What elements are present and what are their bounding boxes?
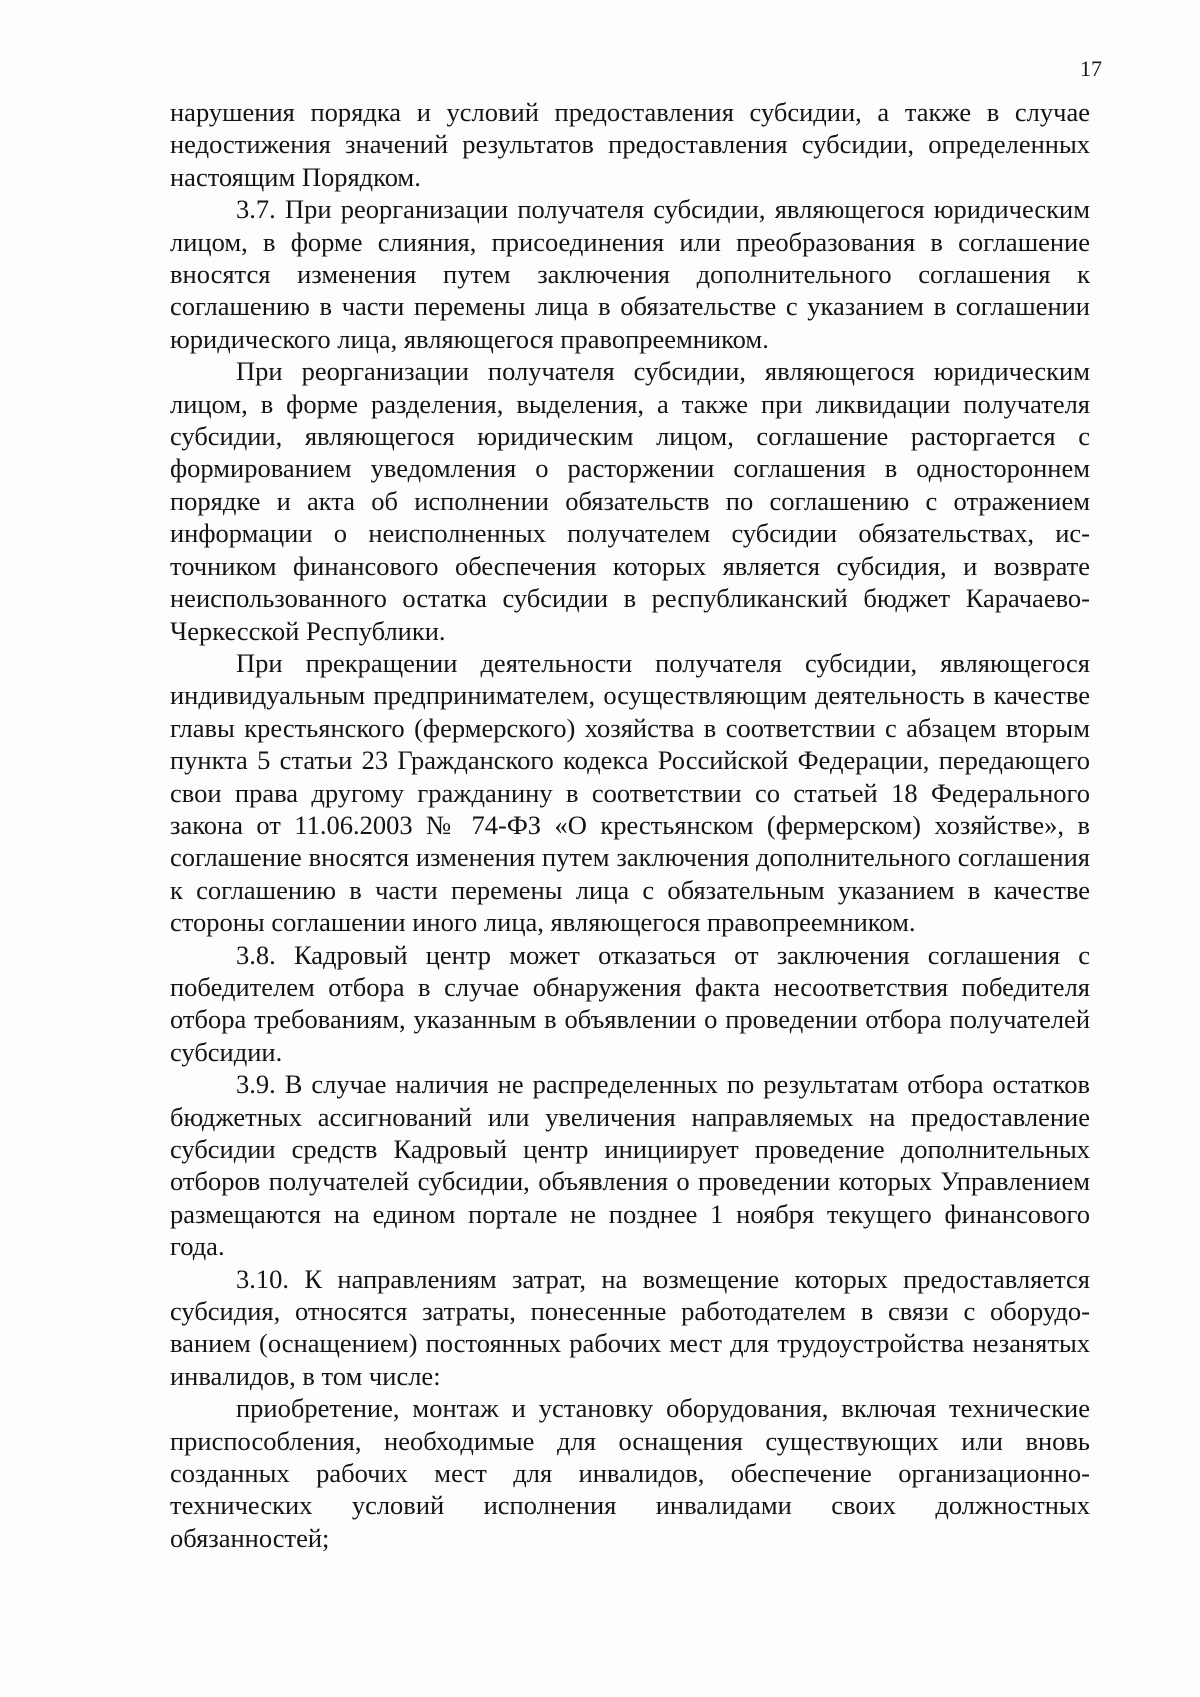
paragraph-3-10: 3.10. К направлениям затрат, на возмещение которых предоставляется субсидия, относятся затраты, понесенные работодателем в связи с оборудованием (оснащением) постоянных рабочих мест для трудоустройства незанятых инвалидов, в том числе:: [170, 1263, 1090, 1391]
paragraph-3-8: 3.8. Кадровый центр может отказаться от заключения соглашения с победителем отбора в случае обнаружения факта несоответствия победителя отбора требованиям, указанным в объявлении о проведении отбора получателей субсидии.: [170, 939, 1090, 1067]
paragraph-continuation: нарушения порядка и условий предоставления субсидии, а также в случае недостижения значений результатов предоставления субсидии, определенных настоящим Порядком.: [170, 97, 1090, 192]
paragraph-3-9: 3.9. В случае наличия не распределенных по результатам отбора остатков бюджетных ассигнований или увеличения направляемых на предоставление субсидии средств Кадровый центр инициирует проведение дополнительных отборов получателей субсидии, объявления о проведении которых Управлением размещаются на едином портале не позднее 1 ноября текущего финансового года.: [170, 1069, 1090, 1262]
paragraph-termination-activity: При прекращении деятельности получателя субсидии, являющегося индивидуальным предпринимателем, осуществляющим деятельность в качестве главы крестьянского (фермерского) хозяйства в соответствии с абзацем вторым пункта 5 статьи 23 Гражданского кодекса Российской Федерации, передающего свои права другому гражданину в соответствии со статьей 18 Федерального закона от 11.06.2003 № 74-ФЗ «О крестьянском (фермерском) хозяйстве», в соглашение вносятся изменения путем заключения дополнительного соглашения к соглашению в части перемены лица с обязательным указанием в качестве стороны соглашении иного лица, являющегося правопреемником.: [170, 647, 1090, 938]
paragraph-equipment-acquisition: приобретение, монтаж и установку оборудования, включая технические приспособления, необходимые для оснащения существующих или вновь созданных рабочих мест для инвалидов, обеспечение организационно-технических условий исполнения инвалидами своих должностных обязанностей;: [170, 1393, 1090, 1553]
document-body: [170, 96, 1090, 1554]
paragraph-3-7: 3.7. При реорганизации получателя субсидии, являющегося юридическим лицом, в форме слияния, присоединения или преобразования в соглашение вносятся изменения путем заключения дополнительного соглашения к соглашению в части перемены лица в обязательстве с указанием в соглашении юридического лица, являющегося правопреемником.: [170, 194, 1090, 354]
page-number: 17: [1080, 56, 1102, 81]
paragraph-reorganization-division: При реорганизации получателя субсидии, являющегося юридическим лицом, в форме разделения, выделения, а также при ликвидации получателя субсидии, являющегося юридическим лицом, соглашение расторгается с формированием уведомления о расторжении соглашения в одностороннем порядке и акта об исполнении обязательств по соглашению с отражением информации о неисполненных получателем субсидии обязательствах, источником финансового обеспечения которых является субсидия, и возврате неиспользованного остатка субсидии в республиканский бюджет Карачаево-Черкесской Республики.: [170, 356, 1090, 646]
